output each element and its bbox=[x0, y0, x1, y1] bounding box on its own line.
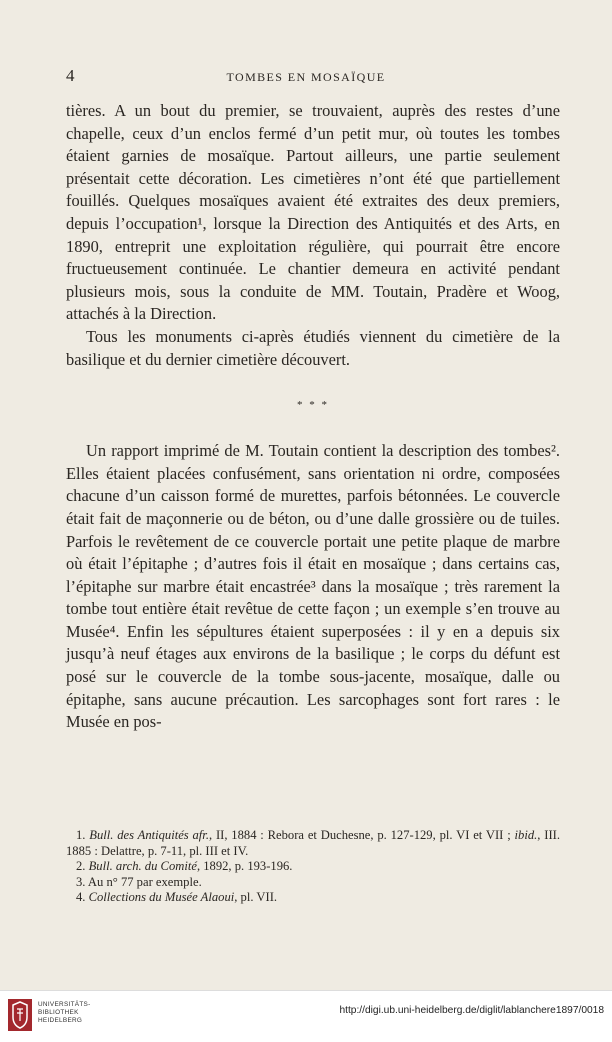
footer-bar bbox=[0, 990, 612, 1042]
paragraph-3: Un rapport imprimé de M. Toutain contient la description des tombes². Elles étaient placées confusément, sans orientation ni ordre, composées chacune d’un caisson formé de murettes, parfois bétonnées. Le couvercle était fait de maçonnerie ou de béton, ou d’une dalle grossière ou de tuiles. Parfois le revêtement de ce couvercle portait une petite plaque de marbre où était l’épitaphe ; d’autres fois il était en mosaïque ; dans certains cas, l’épitaphe sur marbre était encastrée³ dans la mosaïque ; très rarement la tombe tout entière était revêtue de cette façon ; un exemple s’en trouve au Musée⁴. Enfin les sépultures étaient superposées : il y en a depuis six jusqu’à neuf étages aux environs de la basilique ; le corps du défunt est posé sur le couvercle de la tombe sous-jacente, mosaïque, dalle ou épitaphe, sans aucune précaution. Les sarcophages sont fort rares : le Musée en pos- bbox=[66, 441, 560, 732]
footnote-3: 3. Au n° 77 par exemple. bbox=[76, 874, 202, 889]
library-name: UNIVERSITÄTS- BIBLIOTHEK HEIDELBERG bbox=[38, 1001, 91, 1024]
footnote-2: 2. Bull. arch. du Comité, 1892, p. 193-196. bbox=[76, 859, 293, 874]
page-header bbox=[0, 66, 612, 86]
paragraph-2: Tous les monuments ci-après étudiés viennent du cimetière de la basilique et du dernier cimetière découvert. bbox=[66, 326, 560, 369]
section-separator: * * * bbox=[297, 399, 329, 412]
paragraph-1: tières. A un bout du premier, se trouvaient, auprès des restes d’une chapelle, ceux d’un enclos fermé d’un petit mur, où toutes les tombes étaient garnies de mosaïque. Partout ailleurs, une partie seulement présentait cette décoration. Les cimetières n’ont été que partiellement fouillés. Quelques mosaïques avaient été extraites des deux premiers, depuis l’occupation¹, lorsque la Direction des Antiquités et des Arts, en 1890, entreprit une exploitation régulière, qui pourrait être encore fructueusement continuée. Le chantier demeura en activité pendant plusieurs mois, sous la conduite de MM. Toutain, Pradère et Woog, attachés à la Direction. bbox=[66, 101, 560, 324]
library-logo-icon bbox=[8, 999, 32, 1031]
footnotes bbox=[66, 828, 560, 906]
body-text bbox=[66, 100, 560, 734]
source-url-link[interactable]: http://digi.ub.uni-heidelberg.de/diglit/lablanchere1897/0018 bbox=[339, 1005, 604, 1016]
footnote-1: 1. Bull. des Antiquités afr., II, 1884 : Rebora et Duchesne, p. 127-129, pl. VI et VII ; ibid., III. 1885 : Delattre, p. 7-11, pl. III et IV. bbox=[66, 828, 560, 858]
page-number: 4 bbox=[66, 66, 75, 85]
running-title: TOMBES EN MOSAÏQUE bbox=[226, 70, 386, 84]
footnote-4: 4. Collections du Musée Alaoui, pl. VII. bbox=[76, 890, 278, 905]
